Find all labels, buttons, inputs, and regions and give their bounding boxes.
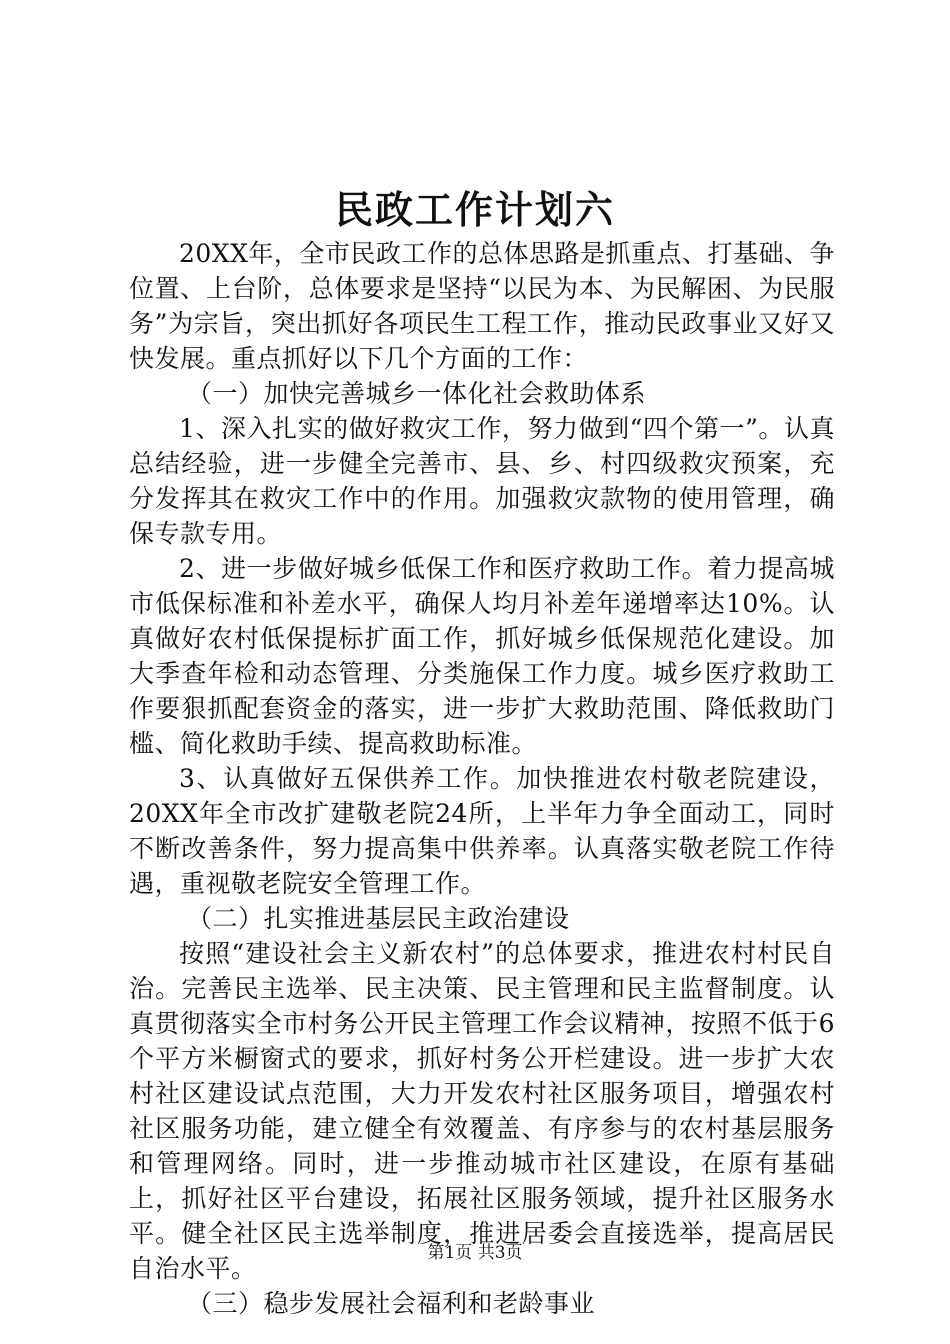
section-heading-2: （二）扎实推进基层民主政治建设 [187,904,570,933]
section-heading-3: （三）稳步发展社会福利和老龄事业 [187,1289,596,1318]
page-number-footer: 第1页 共3页 [427,1243,523,1263]
intro-paragraph: 20XX年，全市民政工作的总体思路是抓重点、打基础、争位置、上台阶，总体要求是坚持“以民为本、为民解困、为民服务”为宗旨，突出抓好各项民生工程工作，推动民政事业又好又快发展。重点抓好以下几个方面的工作： [129,239,835,373]
document-title: 民政工作计划六 [334,187,615,232]
paragraph-item-3: 3、认真做好五保供养工作。加快推进农村敬老院建设，20XX年全市改扩建敬老院24所，上半年力争全面动工，同时不断改善条件，努力提高集中供养率。认真落实敬老院工作待遇，重视敬老院安全管理工作。 [129,764,835,898]
paragraph-grassroots-democracy: 按照“建设社会主义新农村”的总体要求，推进农村村民自治。完善民主选举、民主决策、民主管理和民主监督制度。认真贯彻落实全市村务公开民主管理工作会议精神，按照不低于6个平方米橱窗式的要求，抓好村务公开栏建设。进一步扩大农村社区建设试点范围，大力开发农村社区服务项目，增强农村社区服务功能，建立健全有效覆盖、有序参与的农村基层服务和管理网络。同时，进一步推动城市社区建设，在原有基础上，抓好社区平台建设，拓展社区服务领域，提升社区服务水平。健全社区民主选举制度，推进居委会直接选举，提高居民自治水平。 [129,939,835,1283]
paragraph-item-1: 1、深入扎实的做好救灾工作，努力做到“四个第一”。认真总结经验，进一步健全完善市、县、乡、村四级救灾预案，充分发挥其在救灾工作中的作用。加强救灾款物的使用管理，确保专款专用。 [129,414,835,548]
document-body [129,236,835,1321]
section-heading-1: （一）加快完善城乡一体化社会救助体系 [187,379,647,408]
paragraph-item-2: 2、进一步做好城乡低保工作和医疗救助工作。着力提高城市低保标准和补差水平，确保人均月补差年递增率达10%。认真做好农村低保提标扩面工作，抓好城乡低保规范化建设。加大季查年检和动态管理、分类施保工作力度。城乡医疗救助工作要狠抓配套资金的落实，进一步扩大救助范围、降低救助门槛、简化救助手续、提高救助标准。 [129,554,835,758]
